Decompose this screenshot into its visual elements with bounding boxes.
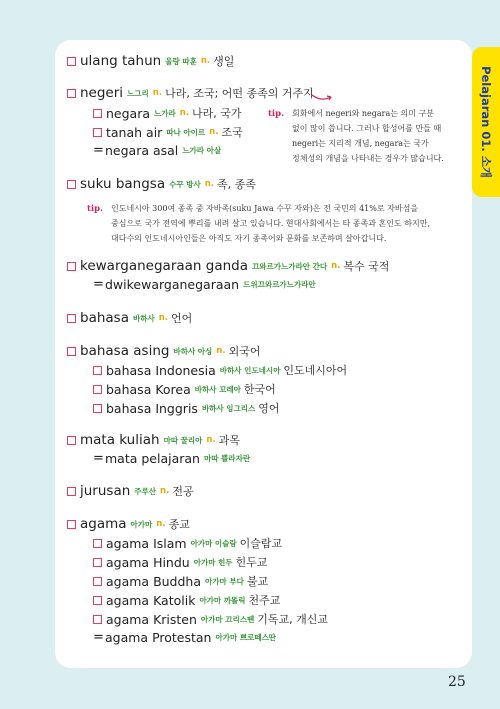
vocab-entry-negeri <box>67 85 314 101</box>
vocab-word: suku bangsa <box>80 176 166 192</box>
checkbox-square-icon <box>67 347 76 356</box>
meaning: 나라, 국가 <box>192 107 242 120</box>
pronunciation: 바하사 꼬레아 <box>194 384 241 394</box>
checkbox-square-icon <box>93 615 102 624</box>
vocab-entry-bahasa-asing <box>67 343 260 359</box>
pronunciation: 아가마 이슬람 <box>190 538 237 548</box>
pronunciation: 마따 꿀리아 <box>163 435 203 445</box>
vocab-word: agama Hindu <box>106 554 190 570</box>
vocab-entry-bahasa-inggris <box>93 400 280 416</box>
pronunciation: 느가라 아살 <box>182 146 222 155</box>
equals-sign: = <box>93 277 104 292</box>
checkbox-square-icon <box>67 436 76 445</box>
tip-label: tip. <box>87 204 104 214</box>
meaning: 언어 <box>171 312 193 325</box>
meaning: 한국어 <box>243 383 276 396</box>
pronunciation: 바하사 <box>132 313 155 323</box>
part-of-speech: n. <box>160 486 170 496</box>
meaning: 이슬람교 <box>239 537 283 550</box>
vocab-word: bahasa Korea <box>106 381 191 397</box>
checkbox-square-icon <box>93 404 102 413</box>
pronunciation: 바하사 잉그리스 <box>201 403 256 413</box>
pronunciation: 따나 아이르 <box>166 127 206 137</box>
pronunciation: 바하사 아싱 <box>173 346 213 356</box>
vocab-word: bahasa Inggris <box>106 400 198 416</box>
vocab-word: negara <box>106 105 151 121</box>
part-of-speech: n. <box>156 519 166 529</box>
chapter-side-tab: Pelajaran 01. 소개 <box>472 47 500 197</box>
checkbox-square-icon <box>93 385 102 394</box>
checkbox-square-icon <box>67 89 76 98</box>
vocab-entry-bahasa <box>67 310 192 326</box>
pronunciation: 아가마 끄리스뗀 <box>200 614 255 624</box>
pronunciation: 바하사 인도네시아 <box>219 365 281 375</box>
tip-text-suku: 인도네시아 300여 종족 중 자바족(suku Jawa 수꾸 자와)은 전 국민의 41%로 자바섬을 중심으로 국가 전역에 뿌리를 내려 살고 있습니다. 현대사회에서는 타 종족과 혼인도 하지만, 대다수의 인도네시아인들은 아직도 자기 종족어와 문화를 보존하며 살아갑니다. <box>111 204 430 243</box>
vocab-entry-negara-asal <box>93 143 221 158</box>
checkbox-square-icon <box>67 314 76 323</box>
vocab-entry-agama-katolik <box>93 592 280 608</box>
part-of-speech: n. <box>179 108 190 118</box>
checkbox-square-icon <box>93 109 102 118</box>
pronunciation: 아가마 까똘릭 <box>199 595 246 605</box>
vocab-word: negeri <box>80 85 124 101</box>
vocab-entry-mata-pelajaran <box>93 451 250 466</box>
vocab-word: bahasa asing <box>80 343 170 359</box>
vocab-entry-jurusan <box>67 483 194 499</box>
meaning: 힌두교 <box>235 556 268 569</box>
vocab-entry-ulang-tahun <box>67 53 234 69</box>
tip-text-negeri: 회화에서 negeri와 negara는 의미 구분 없이 많이 씁니다. 그러나 합성어를 만들 때 negeri는 지리적 개념, negara는 국가 정체성의 개념을 나타내는 경우가 많습니다. <box>292 109 444 163</box>
vocab-word: agama Katolik <box>106 592 196 608</box>
meaning: 전공 <box>172 485 194 498</box>
meaning: 복수 국적 <box>343 260 390 273</box>
pronunciation: 아가마 <box>130 519 153 529</box>
equals-sign: = <box>93 630 104 645</box>
vocab-entry-mata-kuliah <box>67 432 240 448</box>
pronunciation: 드위끄와르가느가라안 <box>243 280 316 289</box>
checkbox-square-icon <box>67 57 76 66</box>
pronunciation: 느그리 <box>127 88 149 98</box>
vocab-entry-agama <box>67 516 190 532</box>
checkbox-square-icon <box>93 596 102 605</box>
checkbox-square-icon <box>93 539 102 548</box>
checkbox-square-icon <box>67 180 76 189</box>
vocab-word: agama <box>80 516 127 532</box>
equals-sign: = <box>93 143 104 158</box>
vocab-entry-negara <box>93 105 242 121</box>
part-of-speech: n. <box>200 56 211 66</box>
checkbox-square-icon <box>93 577 102 586</box>
pronunciation: 아가마 힌두 <box>193 557 233 567</box>
checkbox-square-icon <box>67 520 76 529</box>
checkbox-square-icon <box>67 262 76 271</box>
meaning: 과목 <box>218 434 240 447</box>
meaning: 영어 <box>258 402 280 415</box>
vocab-entry-agama-kristen <box>93 611 328 627</box>
checkbox-square-icon <box>93 366 102 375</box>
part-of-speech: n. <box>216 346 226 356</box>
pronunciation: 아가마 쁘로떼스딴 <box>215 633 277 642</box>
vocab-word: ulang tahun <box>80 53 162 69</box>
pronunciation: 아가마 부다 <box>205 576 244 586</box>
meaning: 생일 <box>213 55 235 68</box>
meaning: 천주교 <box>248 594 281 607</box>
meaning: 조국 <box>221 126 243 139</box>
checkbox-square-icon <box>93 558 102 567</box>
meaning: 나라, 조국; 어떤 종족의 거주지 <box>165 87 314 100</box>
vocab-entry-agama-protestan <box>93 630 276 645</box>
vocab-entry-dwikewarganegaraan <box>93 277 316 292</box>
pronunciation: 느가라 <box>154 108 176 118</box>
part-of-speech: n. <box>204 179 214 189</box>
vocab-word: bahasa <box>80 310 129 326</box>
vocab-word: agama Protestan <box>105 630 212 645</box>
vocab-word: negara asal <box>105 143 179 158</box>
vocab-word: agama Buddha <box>106 573 202 589</box>
meaning: 외국어 <box>228 345 261 358</box>
page-number: 25 <box>448 674 466 690</box>
vocab-word: tanah air <box>106 124 163 140</box>
checkbox-square-icon <box>93 128 102 137</box>
part-of-speech: n. <box>158 313 169 323</box>
equals-sign: = <box>93 451 104 466</box>
vocab-word: agama Islam <box>106 535 187 551</box>
vocab-entry-bahasa-indonesia <box>93 362 347 378</box>
vocab-entry-tanah-air <box>93 124 243 140</box>
part-of-speech: n. <box>152 88 163 98</box>
vocab-word: dwikewarganegaraan <box>105 277 240 292</box>
checkbox-square-icon <box>67 487 76 496</box>
part-of-speech: n. <box>206 435 216 445</box>
vocab-word: mata pelajaran <box>105 451 200 466</box>
pronunciation: 끄와르가느가라안 간다 <box>252 261 328 271</box>
part-of-speech: n. <box>209 127 219 137</box>
vocab-entry-agama-islam <box>93 535 282 551</box>
pronunciation: 수꾸 방사 <box>169 179 201 189</box>
meaning: 족, 종족 <box>217 178 256 191</box>
vocab-word: mata kuliah <box>80 432 160 448</box>
arrow-icon <box>311 91 335 105</box>
vocab-word: jurusan <box>80 483 131 499</box>
part-of-speech: n. <box>331 261 341 271</box>
meaning: 인도네시아어 <box>283 364 348 377</box>
vocab-word: kewarganegaraan ganda <box>80 258 248 274</box>
vocab-entry-agama-buddha <box>93 573 268 589</box>
pronunciation: 마따 쁠라자란 <box>203 454 251 463</box>
vocab-entry-bahasa-korea <box>93 381 276 397</box>
vocab-word: agama Kristen <box>106 611 197 627</box>
vocab-entry-agama-hindu <box>93 554 267 570</box>
meaning: 종교 <box>168 518 190 531</box>
vocab-entry-kewarganegaraan-ganda <box>67 258 389 274</box>
tip-label: tip. <box>268 109 285 119</box>
vocab-word: bahasa Indonesia <box>106 362 216 378</box>
meaning: 불교 <box>246 575 269 588</box>
meaning: 기독교, 개신교 <box>257 613 328 626</box>
vocab-entry-suku-bangsa <box>67 176 256 192</box>
pronunciation: 울랑 따훈 <box>165 56 197 66</box>
pronunciation: 주루산 <box>134 486 157 496</box>
